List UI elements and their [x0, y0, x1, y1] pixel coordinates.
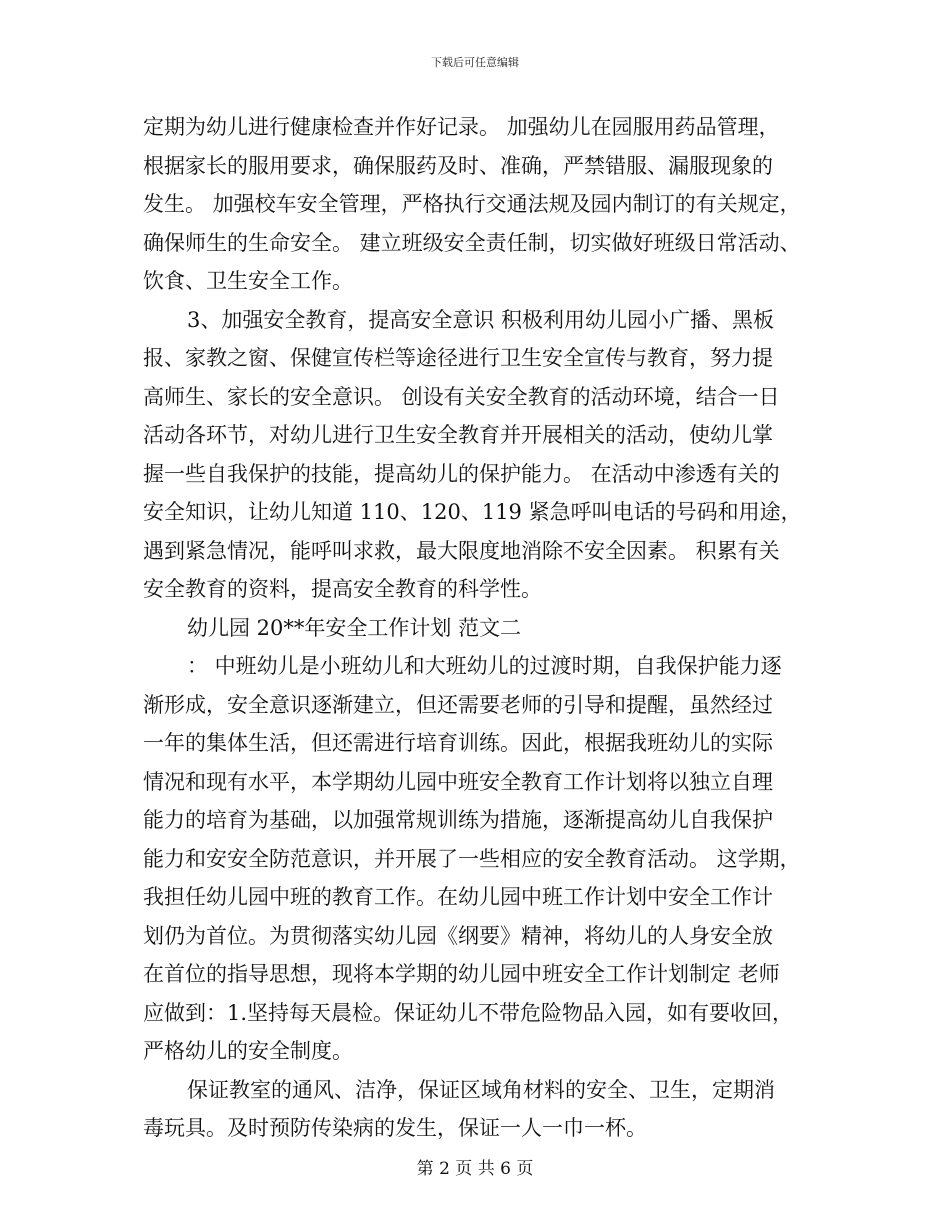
text-line: 渐形成，安全意识逐渐建立，但还需要老师的引导和提醒，虽然经过	[143, 692, 773, 717]
text-line: 毒玩具。及时预防传染病的发生，保证一人一巾一杯。	[143, 1116, 647, 1140]
text-line: 保证教室的通风、洁净，保证区域角材料的安全、卫生，定期消	[187, 1077, 775, 1102]
text-line: 能力的培育为基础，以加强常规训练为措施，逐渐提高幼儿自我保护	[143, 808, 773, 832]
text-line: 我担任幼儿园中班的教育工作。在幼儿园中班工作计划中安全工作计	[143, 885, 773, 909]
body-text	[143, 108, 823, 1148]
text-line: 安全教育的资料，提高安全教育的科学性。	[143, 577, 542, 601]
text-line: 定期为幼儿进行健康检查并作好记录。 加强幼儿在园服用药品管理，	[143, 115, 780, 139]
text-line: 饮食、卫生安全工作。	[143, 269, 353, 293]
text-line: 3、加强安全教育，提高安全意识 积极利用幼儿园小广播、黑板	[187, 307, 775, 332]
text-line: 一年的集体生活，但还需进行培育训练。因此，根据我班幼儿的实际	[143, 731, 773, 755]
text-line: 发生。 加强校车安全管理，严格执行交通法规及园内制订的有关规定，	[143, 192, 801, 216]
page-header: 下载后可任意编辑	[431, 56, 519, 69]
text-line: 应做到：1.坚持每天晨检。保证幼儿不带危险物品入园，如有要收回，	[143, 1000, 794, 1025]
text-line: 遇到紧急情况，能呼叫求救，最大限度地消除不安全因素。 积累有关	[143, 538, 780, 563]
text-line: 活动各环节，对幼儿进行卫生安全教育并开展相关的活动，使幼儿掌	[143, 423, 773, 447]
text-line: 能力和安安全防范意识，并开展了一些相应的安全教育活动。 这学期，	[143, 846, 801, 871]
text-line: 确保师生的生命安全。 建立班级安全责任制，切实做好班级日常活动、	[143, 230, 801, 255]
text-line: 高师生、家长的安全意识。 创设有关安全教育的活动环境，结合一日	[143, 384, 780, 409]
page-footer: 第 2 页 共 6 页	[416, 1159, 534, 1179]
text-line: 根据家长的服用要求，确保服药及时、准确，严禁错服、漏服现象的	[143, 153, 773, 178]
section-heading: 幼儿园 20**年安全工作计划 范文二	[187, 615, 522, 640]
text-line: 严格幼儿的安全制度。	[143, 1039, 353, 1063]
text-line: 划仍为首位。为贯彻落实幼儿园《纲要》精神，将幼儿的人身安全放	[143, 923, 773, 948]
text-line: 情况和现有水平，本学期幼儿园中班安全教育工作计划将以独立自理	[143, 769, 773, 794]
text-line: ： 中班幼儿是小班幼儿和大班幼儿的过渡时期，自我保护能力逐	[187, 654, 782, 678]
text-line: 握一些自我保护的技能，提高幼儿的保护能力。 在活动中渗透有关的	[143, 461, 780, 486]
text-line: 在首位的指导思想，现将本学期的幼儿园中班安全工作计划制定 老师	[143, 962, 780, 986]
text-line: 报、家教之窗、保健宣传栏等途径进行卫生安全宣传与教育，努力提	[143, 346, 773, 370]
text-line: 安全知识，让幼儿知道 110、120、119 紧急呼叫电话的号码和用途，	[143, 500, 802, 524]
